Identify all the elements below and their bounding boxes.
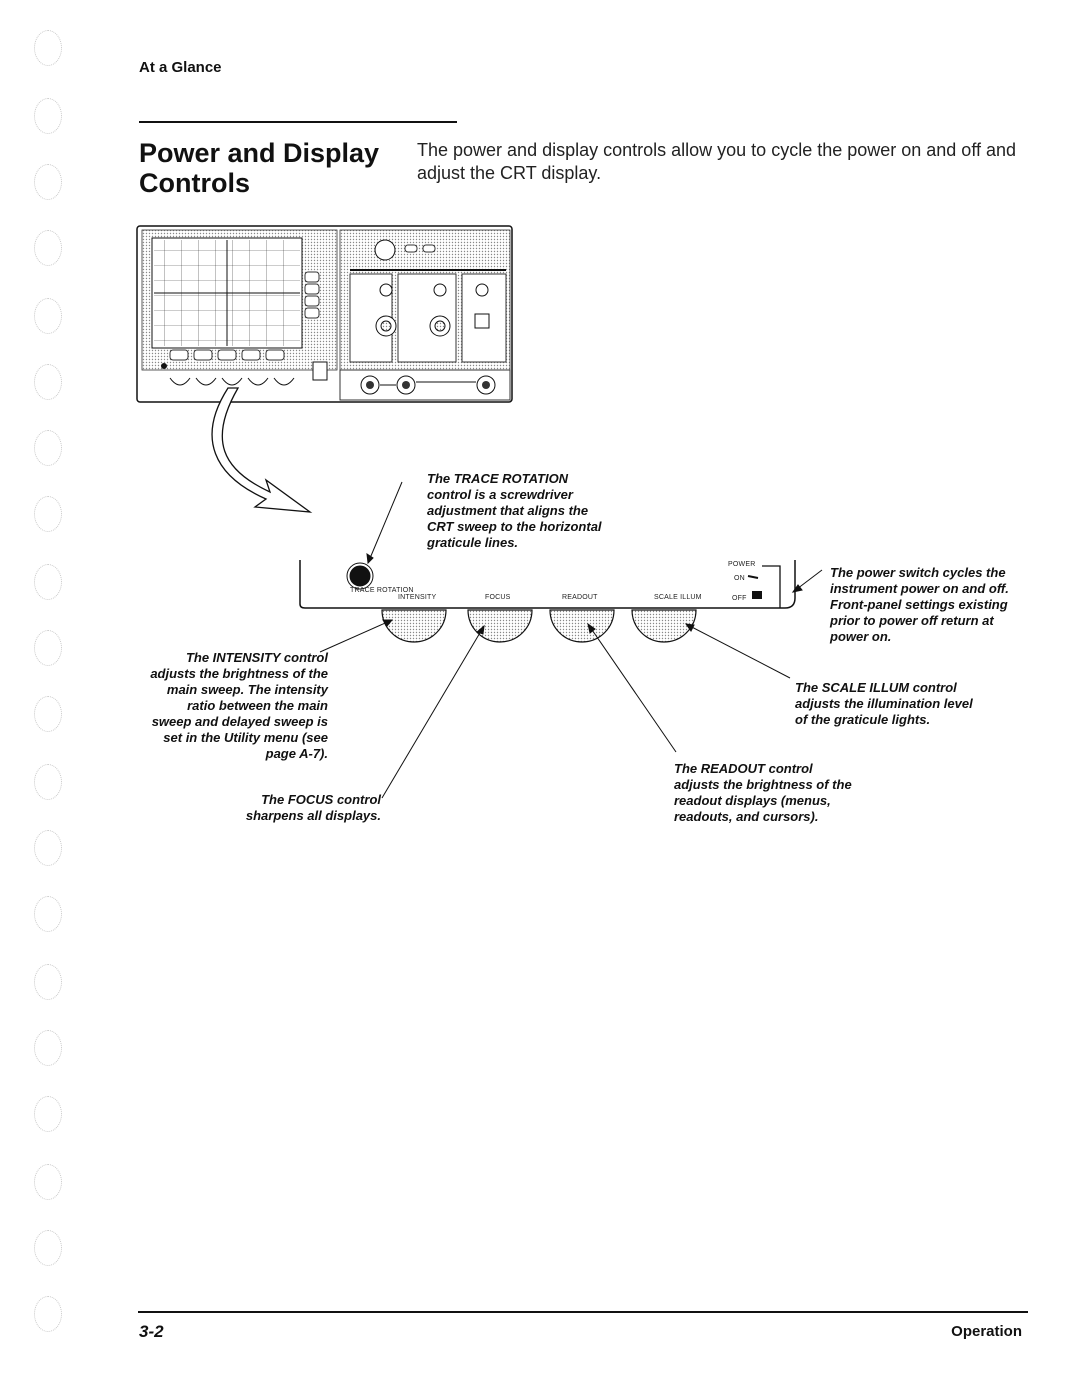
intro-paragraph: The power and display controls allow you to cycle the power on and off and adjust the CRT display. — [417, 140, 1017, 183]
trace-rotation-label: TRACE ROTATION — [350, 587, 414, 594]
binder-hole — [34, 98, 62, 134]
power-label: POWER — [728, 561, 756, 568]
callout-line: set in the Utility menu (see — [163, 730, 328, 745]
callout-line: sweep and delayed sweep is — [151, 714, 328, 729]
callout-line: prior to power off return at — [830, 613, 994, 628]
callout-line: adjusts the illumination level — [795, 696, 973, 711]
callout-line: instrument power on and off. — [830, 581, 1009, 596]
callout-line: readout displays (menus, — [674, 793, 831, 808]
running-header: At a Glance — [139, 59, 222, 76]
trace-rotation-adjustment — [350, 566, 370, 586]
binder-holes — [28, 30, 68, 1370]
power-off-label: OFF — [732, 595, 747, 602]
enlarged-control-strip — [300, 560, 795, 642]
callout-line: power on. — [830, 629, 892, 644]
callout-line: Front-panel settings existing — [830, 597, 1008, 612]
callout-line: The power switch cycles the — [830, 565, 1006, 580]
section-title-line: Power and Display — [139, 138, 380, 168]
callout-line: adjustment that aligns the — [427, 503, 589, 518]
binder-hole — [34, 230, 62, 266]
zoom-arrow — [212, 388, 310, 512]
binder-hole — [34, 30, 62, 66]
binder-hole — [34, 564, 62, 600]
readout-knob — [550, 610, 614, 642]
binder-hole — [34, 298, 62, 334]
footer-rule — [138, 1311, 1028, 1313]
section-title-line: Controls — [139, 168, 250, 198]
callout-line: The TRACE ROTATION — [427, 471, 569, 486]
power-switch — [748, 566, 780, 608]
binder-hole — [34, 1296, 62, 1332]
binder-hole — [34, 630, 62, 666]
callout-line: page A-7). — [265, 746, 328, 761]
binder-hole — [34, 1230, 62, 1266]
callout-line: of the graticule lights. — [795, 712, 931, 727]
callout-line: ratio between the main — [187, 698, 328, 713]
power-on-label: ON — [734, 575, 745, 582]
binder-hole — [34, 430, 62, 466]
oscilloscope-front-view — [137, 226, 512, 402]
callout-line: adjusts the brightness of the — [150, 666, 328, 681]
binder-hole — [34, 830, 62, 866]
callout-line: The SCALE ILLUM control — [795, 680, 957, 695]
page-number: 3-2 — [139, 1322, 164, 1341]
binder-hole — [34, 364, 62, 400]
callout-line: The FOCUS control — [261, 792, 381, 807]
readout-label: READOUT — [562, 594, 598, 601]
callout-line: control is a screwdriver — [427, 487, 573, 502]
intensity-knob — [382, 610, 446, 642]
callout-focus — [200, 792, 381, 824]
callout-scale-illum — [795, 680, 973, 728]
binder-hole — [34, 496, 62, 532]
binder-hole — [34, 696, 62, 732]
scale-illum-label: SCALE ILLUM — [654, 594, 702, 601]
callout-trace-rotation — [427, 471, 602, 551]
callout-intensity — [120, 650, 328, 762]
intensity-label: INTENSITY — [398, 594, 437, 601]
callout-line: CRT sweep to the horizontal — [427, 519, 602, 534]
scale-illum-knob — [632, 610, 696, 642]
callout-line: The READOUT control — [674, 761, 813, 776]
footer-section-label: Operation — [951, 1323, 1022, 1340]
callout-readout — [674, 761, 852, 825]
binder-hole — [34, 964, 62, 1000]
section-title — [139, 138, 399, 198]
binder-hole — [34, 1030, 62, 1066]
callout-line: graticule lines. — [427, 535, 519, 550]
callout-line: readouts, and cursors). — [674, 809, 819, 824]
binder-hole — [34, 764, 62, 800]
focus-label: FOCUS — [485, 594, 511, 601]
binder-hole — [34, 896, 62, 932]
binder-hole — [34, 164, 62, 200]
callout-line: sharpens all displays. — [245, 808, 381, 823]
callout-line: The INTENSITY control — [185, 650, 328, 665]
callout-line: main sweep. The intensity — [166, 682, 328, 697]
callout-line: adjusts the brightness of the — [674, 777, 852, 792]
section-rule — [139, 121, 457, 123]
binder-hole — [34, 1096, 62, 1132]
binder-hole — [34, 1164, 62, 1200]
callout-power-switch — [830, 565, 1009, 645]
